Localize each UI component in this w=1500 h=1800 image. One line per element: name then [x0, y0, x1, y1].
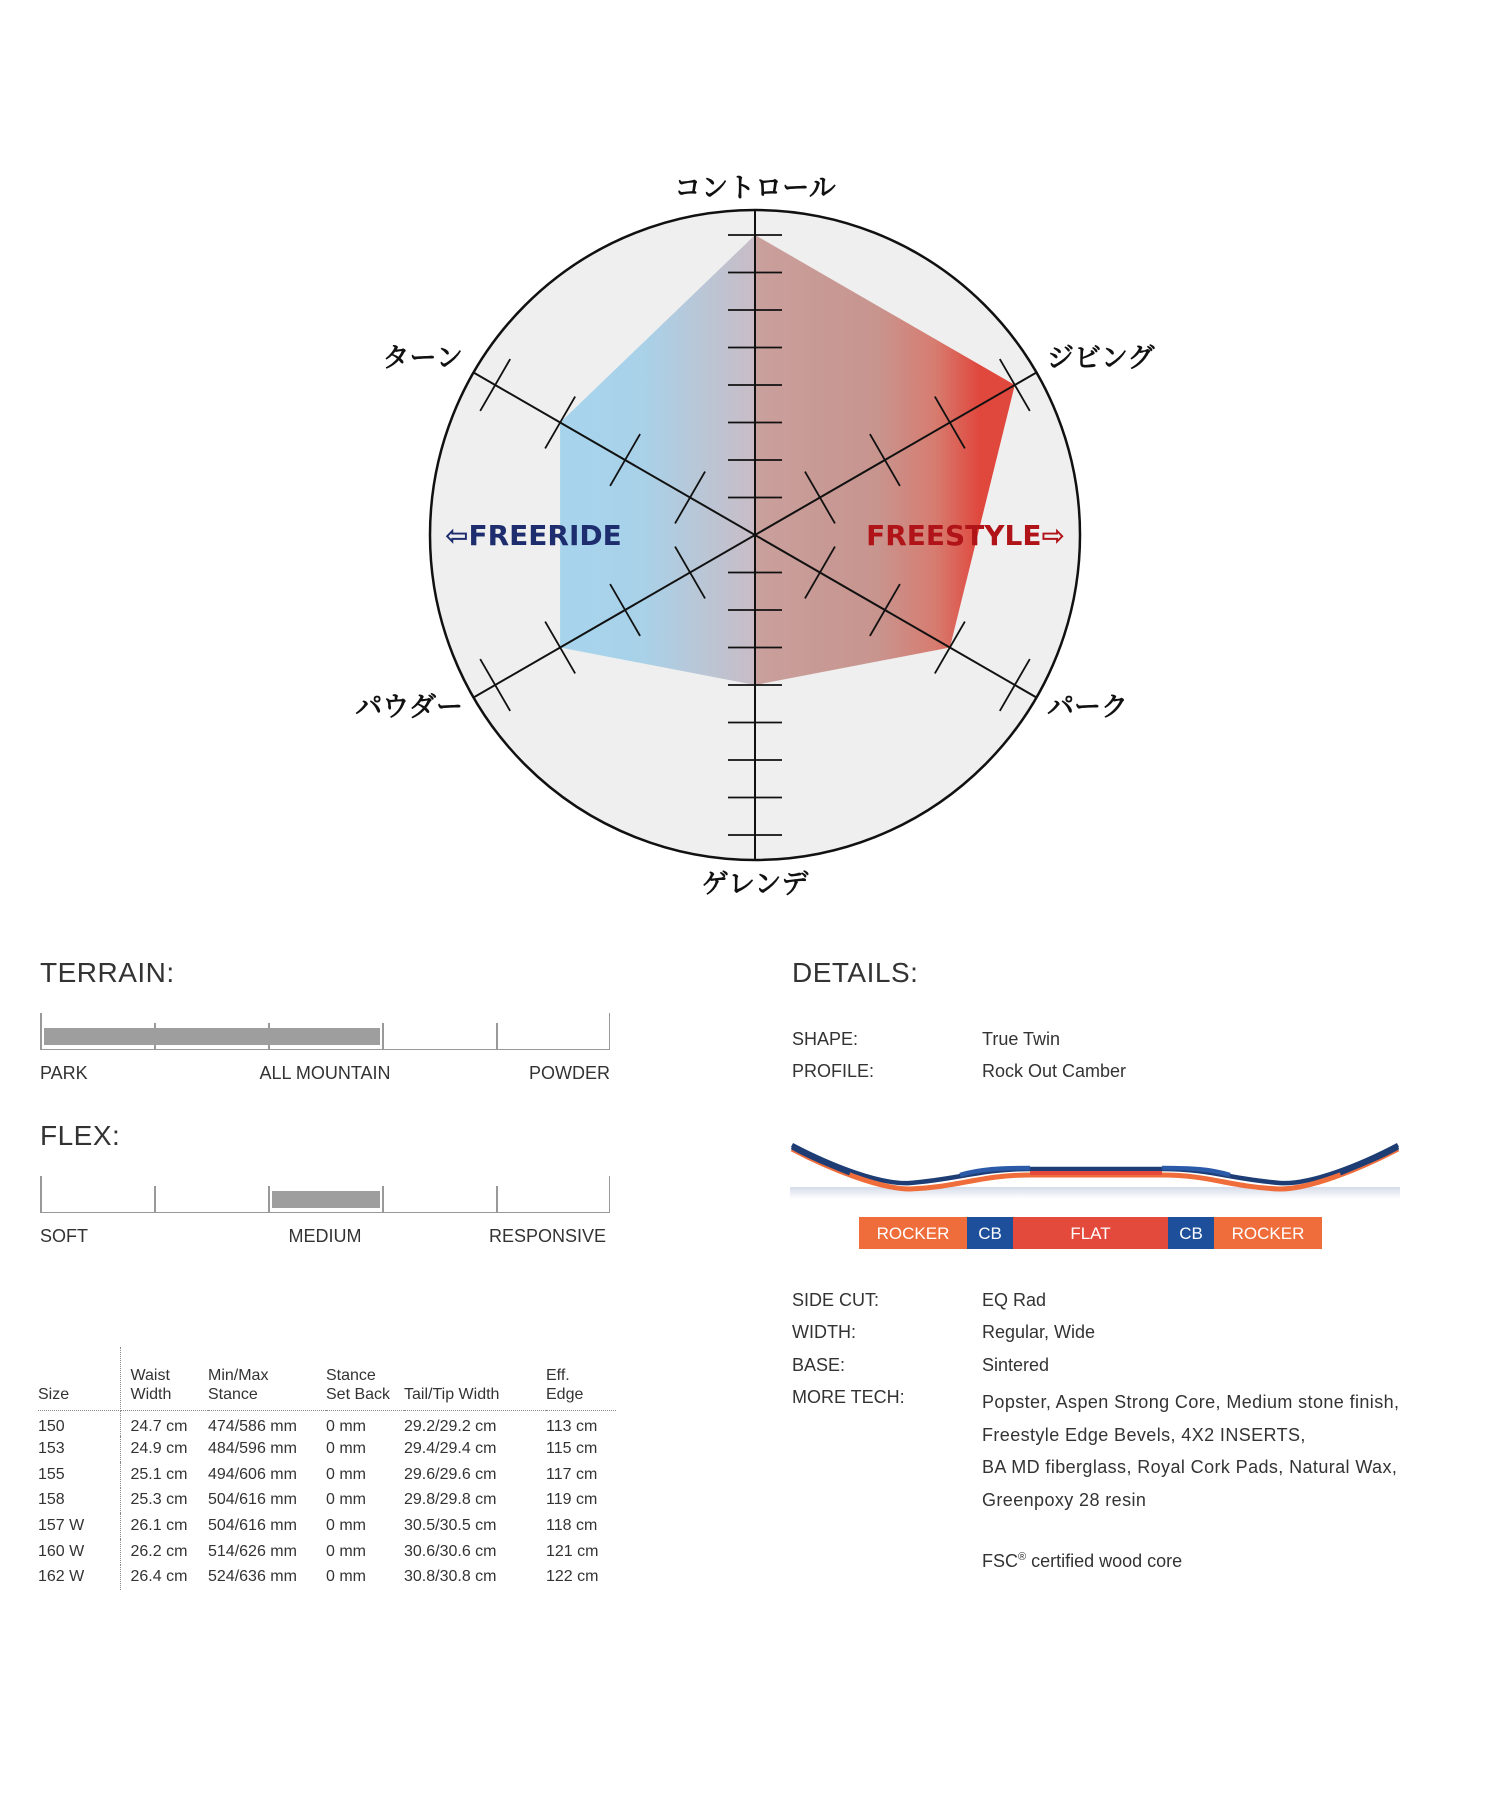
spec-cell: 118 cm: [546, 1517, 598, 1535]
scale-fill: [272, 1191, 380, 1208]
detail-key-tech: MORE TECH:: [792, 1387, 905, 1407]
board-profile-diagram: [790, 1135, 1400, 1255]
spec-cell: 157 W: [38, 1513, 120, 1539]
spec-table: [38, 1347, 616, 1590]
terrain-label-park: PARK: [40, 1063, 88, 1083]
flex-label-soft: SOFT: [40, 1226, 88, 1246]
spec-cell: 30.8/30.8 cm: [404, 1568, 497, 1586]
spec-header-line: Set Back: [326, 1386, 391, 1403]
spec-cell: 113 cm: [546, 1417, 598, 1435]
spec-cell: 24.9 cm: [130, 1440, 188, 1458]
table-row: [38, 1462, 616, 1488]
spec-cell: 121 cm: [546, 1542, 599, 1560]
terrain-scale: [40, 1014, 610, 1050]
spec-cell: 115 cm: [546, 1440, 598, 1458]
profile-tip-right: [1340, 1147, 1398, 1173]
fsc-note: [982, 1551, 1182, 1572]
spec-header-line: [38, 1366, 114, 1385]
scale-tick: [609, 1176, 611, 1212]
profile-segment-label: CB: [978, 1224, 1002, 1243]
scale-tick: [382, 1186, 384, 1212]
terrain-label-powder: POWDER: [529, 1063, 610, 1083]
spec-header-cell: [120, 1347, 208, 1411]
scale-tick: [496, 1023, 498, 1049]
detail-value-shape: True Twin: [982, 1029, 1061, 1049]
spec-header-cell: [326, 1347, 404, 1411]
spec-cell: 25.3 cm: [130, 1491, 188, 1509]
spec-cell: 30.6/30.6 cm: [404, 1542, 497, 1560]
spec-cell: 0 mm: [326, 1491, 366, 1509]
scale-fill: [44, 1028, 380, 1045]
spec-header-cell: [208, 1347, 326, 1411]
terrain-label-all-mountain: ALL MOUNTAIN: [259, 1063, 391, 1083]
scale-tick: [268, 1186, 270, 1212]
profile-segment-label: ROCKER: [1231, 1224, 1305, 1243]
spec-cell: 484/596 mm: [208, 1440, 297, 1458]
spec-cell: 0 mm: [326, 1465, 366, 1483]
flex-label-responsive: RESPONSIVE: [488, 1226, 606, 1246]
spec-cell: 504/616 mm: [208, 1517, 297, 1535]
axis-label-groomer: ゲレンデ: [701, 869, 809, 900]
spec-header-cell: [404, 1347, 546, 1411]
fsc-prefix: FSC: [982, 1551, 1018, 1571]
scale-tick: [382, 1023, 384, 1049]
spec-cell: 26.1 cm: [130, 1517, 188, 1535]
spec-cell: 26.4 cm: [130, 1568, 188, 1586]
axis-label-park: パーク: [1047, 692, 1128, 723]
table-row: [38, 1488, 616, 1514]
scale-tick: [609, 1013, 611, 1049]
spec-cell: 155: [38, 1462, 120, 1488]
terrain-title: TERRAIN:: [40, 957, 175, 988]
flex-label-medium: MEDIUM: [288, 1226, 362, 1246]
detail-value-width: Regular, Wide: [982, 1322, 1096, 1342]
spec-cell: 158: [38, 1488, 120, 1514]
spec-header-cell: [546, 1347, 616, 1411]
spec-cell: 494/606 mm: [208, 1465, 297, 1483]
spec-cell: 160 W: [38, 1539, 120, 1565]
scale-tick: [40, 1176, 42, 1212]
scale-tick: [496, 1186, 498, 1212]
axis-label-turn: ターン: [382, 343, 463, 374]
spec-cell: 29.2/29.2 cm: [404, 1417, 497, 1435]
tech-line: Greenpoxy 28 resin: [982, 1489, 1147, 1510]
spec-cell: 0 mm: [326, 1542, 366, 1560]
detail-key-sidecut: SIDE CUT:: [792, 1290, 880, 1310]
flex-scale-labels: [40, 1226, 610, 1250]
axis-label-control: コントロール: [674, 173, 836, 204]
profile-segment-label: CB: [1179, 1224, 1203, 1243]
detail-key-profile: PROFILE:: [792, 1061, 875, 1081]
table-row: [38, 1565, 616, 1591]
profile-segment-label: ROCKER: [876, 1224, 950, 1243]
details-title: DETAILS:: [792, 957, 919, 988]
terrain-scale-labels: [40, 1063, 610, 1087]
spec-cell: 0 mm: [326, 1568, 366, 1586]
detail-key-shape: SHAPE:: [792, 1029, 859, 1049]
spec-header-line: Size: [38, 1386, 70, 1403]
spec-header-line: Width: [130, 1386, 172, 1403]
profile-tip-left: [792, 1147, 850, 1173]
spec-cell: 524/636 mm: [208, 1568, 297, 1586]
spec-header-line: Waist: [130, 1367, 170, 1384]
spec-cell: 119 cm: [546, 1491, 598, 1509]
detail-key-width: WIDTH:: [792, 1322, 856, 1342]
tech-line: BA MD fiberglass, Royal Cork Pads, Natural Wax,: [982, 1457, 1398, 1477]
spec-cell: 117 cm: [546, 1465, 598, 1483]
spec-header-line: [546, 1347, 610, 1366]
flex-title: FLEX:: [40, 1120, 121, 1151]
spec-header-cell: [38, 1347, 120, 1411]
spec-header-line: Stance: [326, 1367, 376, 1384]
spec-cell: 153: [38, 1436, 120, 1462]
spec-cell: 474/586 mm: [208, 1417, 297, 1435]
spec-cell: 30.5/30.5 cm: [404, 1517, 497, 1535]
scale-tick: [40, 1013, 42, 1049]
profile-segments: [859, 1217, 1322, 1249]
direction-label-freestyle: FREESTYLE⇨: [866, 519, 1065, 552]
spec-header-line: Tail/Tip Width: [404, 1386, 500, 1403]
spec-cell: 24.7 cm: [130, 1417, 188, 1435]
tech-line: Popster, Aspen Strong Core, Medium stone finish,: [982, 1392, 1400, 1412]
detail-key-base: BASE:: [792, 1355, 846, 1375]
spec-cell: 122 cm: [546, 1568, 599, 1586]
tech-line: Freestyle Edge Bevels, 4X2 INSERTS,: [982, 1424, 1306, 1445]
spec-cell: 25.1 cm: [130, 1465, 188, 1483]
flex-scale: [40, 1177, 610, 1213]
axis-label-jibbing: ジビング: [1047, 343, 1155, 374]
spec-cell: 0 mm: [326, 1440, 366, 1458]
profile-shadow: [790, 1187, 1400, 1199]
spec-table-header: [38, 1347, 616, 1411]
spec-header-line: Min/Max: [208, 1367, 269, 1384]
table-row: [38, 1411, 616, 1437]
spec-cell: 26.2 cm: [130, 1542, 188, 1560]
spec-header-line: [404, 1366, 540, 1385]
spec-header-line: Eff. Edge: [546, 1367, 584, 1403]
axis-label-powder: パウダー: [355, 692, 463, 723]
profile-segment-label: FLAT: [1070, 1224, 1111, 1243]
registered-mark: ®: [1018, 1551, 1027, 1563]
spec-cell: 29.6/29.6 cm: [404, 1465, 497, 1483]
spec-cell: 162 W: [38, 1565, 120, 1591]
spec-cell: 150: [38, 1411, 120, 1437]
spec-cell: 29.4/29.4 cm: [404, 1440, 497, 1458]
table-row: [38, 1539, 616, 1565]
detail-value-sidecut: EQ Rad: [982, 1290, 1047, 1310]
fsc-suffix: certified wood core: [1026, 1551, 1183, 1571]
spec-cell: 29.8/29.8 cm: [404, 1491, 497, 1509]
detail-value-base: Sintered: [982, 1355, 1050, 1375]
table-row: [38, 1513, 616, 1539]
detail-value-profile: Rock Out Camber: [982, 1061, 1127, 1081]
spec-cell: 514/626 mm: [208, 1542, 297, 1560]
table-row: [38, 1436, 616, 1462]
spec-cell: 504/616 mm: [208, 1491, 297, 1509]
detail-value-tech: [982, 1386, 1492, 1516]
spec-header-line: Stance: [208, 1386, 258, 1403]
direction-label-freeride: ⇦FREERIDE: [445, 519, 622, 552]
scale-tick: [154, 1186, 156, 1212]
spec-cell: 0 mm: [326, 1517, 366, 1535]
spec-cell: 0 mm: [326, 1417, 366, 1435]
